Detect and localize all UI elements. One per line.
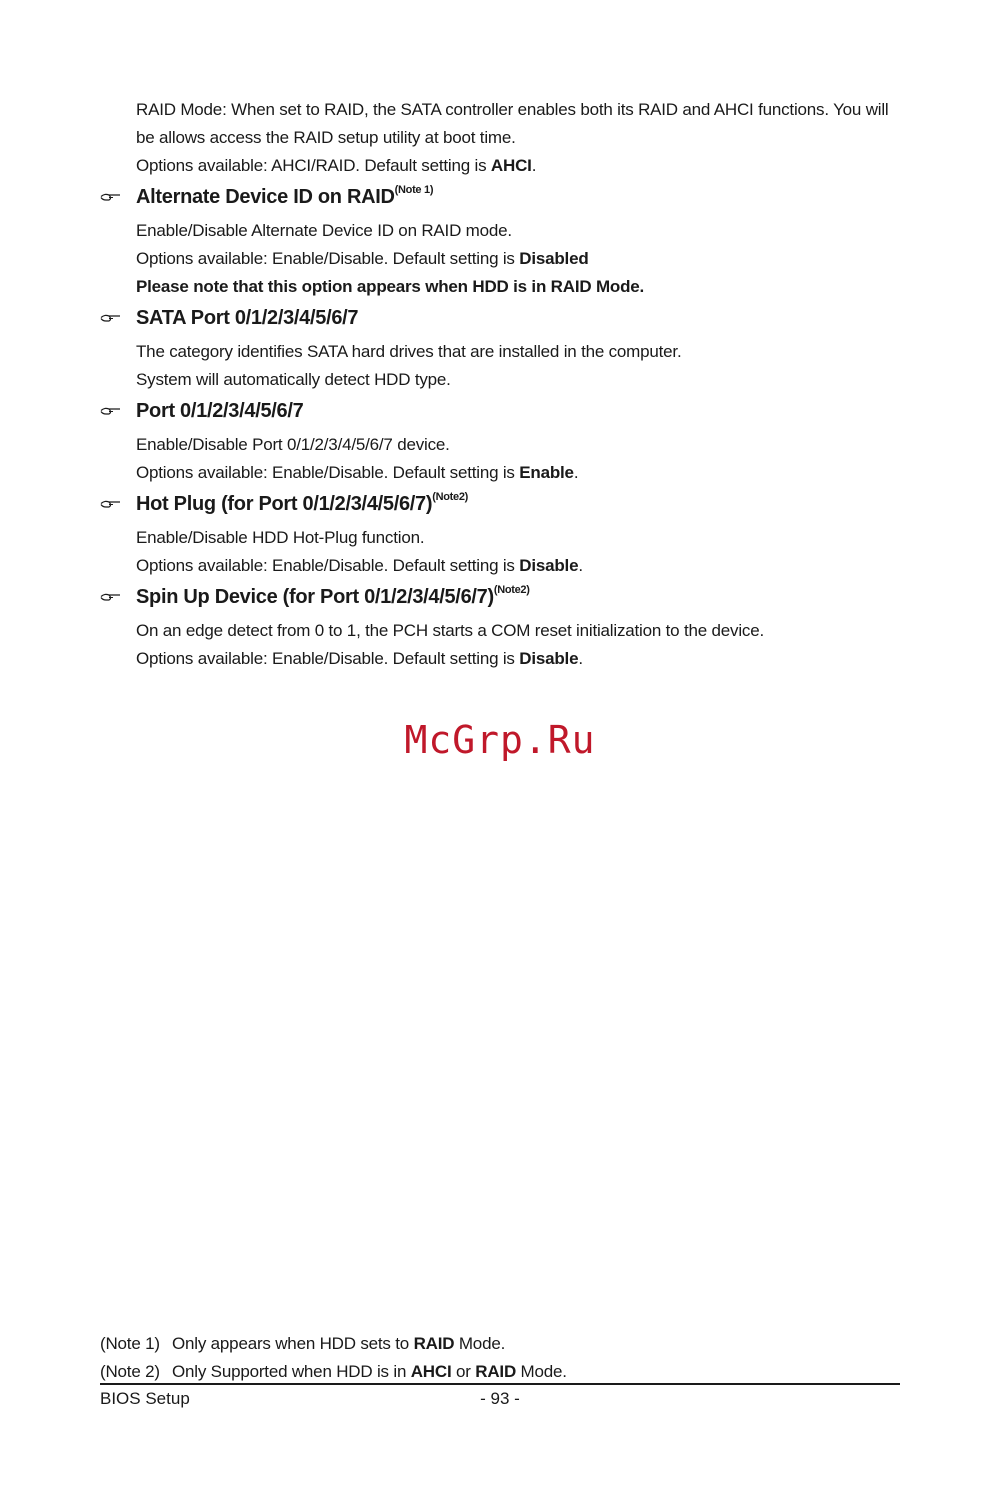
section-heading-hot-plug — [100, 490, 900, 518]
pointing-hand-icon — [100, 490, 136, 518]
section-desc: Enable/Disable Alternate Device ID on RAID mode. — [136, 221, 512, 240]
section-desc: Enable/Disable Port 0/1/2/3/4/5/6/7 device. — [136, 435, 450, 454]
section-heading-sata-port — [100, 304, 900, 332]
footnotes — [100, 1330, 900, 1386]
section-title: Alternate Device ID on $RAID^{(Note 1)}$ — [136, 184, 434, 208]
pointing-hand-icon — [100, 304, 136, 332]
intro-line-1: RAID Mode: When set to RAID, the SATA controller enables both its RAID and AHCI functions. You will — [136, 100, 889, 119]
watermark: McGrp.Ru — [404, 718, 596, 762]
footnote-1 — [100, 1330, 900, 1358]
footnote-2 — [100, 1358, 900, 1386]
pointing-hand-icon — [100, 183, 136, 211]
section-desc: Enable/Disable HDD Hot-Plug function. — [136, 528, 425, 547]
section-heading-alternate-device-id — [100, 183, 900, 211]
page-number: - 93 - — [480, 1389, 520, 1408]
footnote-label: (Note 2) — [100, 1362, 160, 1381]
section-options: Options available: Enable/Disable. Default setting is Disabled — [136, 249, 589, 268]
page-footer — [100, 1386, 900, 1412]
pointing-hand-icon — [100, 397, 136, 425]
section-title: Port 0/1/2/3/4/5/6/7 — [136, 400, 304, 422]
section-title: SATA Port 0/1/2/3/4/5/6/7 — [136, 307, 359, 329]
section-options: Options available: Enable/Disable. Default setting is Disable. — [136, 649, 583, 668]
pointing-hand-icon — [100, 583, 136, 611]
footer-section-name: BIOS Setup — [100, 1389, 190, 1408]
section-heading-port — [100, 397, 900, 425]
section-bold-note: Please note that this option appears when HDD is in RAID Mode. — [136, 277, 645, 296]
footnote-label: (Note 1) — [100, 1334, 160, 1353]
section-title: Hot Plug (for Port 0/1/2/3/4/5/6/7)$^{(Note2)}$ — [136, 491, 469, 515]
section-options: Options available: Enable/Disable. Default setting is Disable. — [136, 556, 583, 575]
footer-divider — [100, 1383, 900, 1385]
section-options: Options available: Enable/Disable. Default setting is Enable. — [136, 463, 579, 482]
footnote-text: Only appears when HDD sets to RAID Mode. — [172, 1334, 506, 1353]
intro-line-2: be allows access the RAID setup utility at boot time. — [136, 128, 516, 147]
section-desc: The category identifies SATA hard drives that are installed in the computer. — [136, 342, 682, 361]
footnote-text: Only Supported when HDD is in AHCI or RAID Mode. — [172, 1362, 567, 1381]
intro-options: Options available: AHCI/RAID. Default setting is AHCI. — [136, 156, 537, 175]
section-desc: On an edge detect from 0 to 1, the PCH starts a COM reset initialization to the device. — [136, 621, 764, 640]
section-heading-spin-up — [100, 583, 900, 611]
section-desc-2: System will automatically detect HDD type. — [136, 370, 451, 389]
section-title: Spin Up Device (for Port 0/1/2/3/4/5/6/7)$^{(Note2)}$ — [136, 584, 530, 608]
content-area — [100, 96, 900, 673]
